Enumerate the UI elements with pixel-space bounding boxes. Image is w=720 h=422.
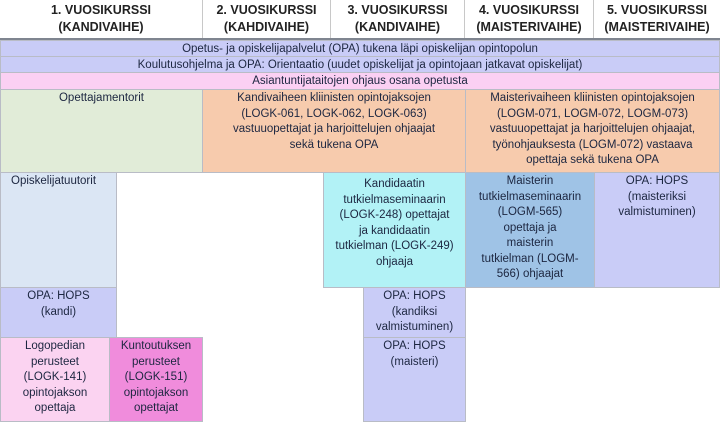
header-year-4-title: 4. VUOSIKURSSI [478, 3, 580, 17]
header-year-2 [203, 0, 331, 38]
logk141-line: perusteet [31, 355, 79, 368]
cell-teacher-mentors [0, 89, 203, 173]
kandi-clinical-line: (LOGK-061, LOGK-062, LOGK-063) [241, 107, 427, 120]
maisteri-thesis-line: Maisterin [506, 175, 554, 187]
logk151-line: (LOGK-151) [124, 371, 188, 383]
hops-kandiksi-line: OPA: HOPS [383, 290, 446, 302]
logk141-line: (LOGK-141) [23, 371, 87, 383]
hops-kandiksi-line: valmistuminen) [375, 321, 454, 333]
header-year-2-phase: (KAHDIVAIHE) [223, 20, 310, 34]
cell-hops-kandiksi [363, 287, 466, 338]
hops-kandi-line: OPA: HOPS [27, 290, 90, 302]
header-year-2-title: 2. VUOSIKURSSI [216, 3, 317, 17]
maisteri-thesis-line: (LOGM-565) [497, 206, 563, 218]
kandi-clinical-line: vastuuopettajat ja harjoittelujen ohjaajat [232, 123, 436, 135]
kandi-thesis-line: ohjaaja [375, 255, 414, 268]
maisteri-clinical-line: Maisterivaiheen kliinisten opintojaksojen [490, 92, 695, 104]
header-year-1 [0, 0, 203, 38]
hops-maisteri-line: OPA: HOPS [383, 340, 446, 352]
hops-maisteriksi-line: OPA: HOPS [625, 175, 689, 187]
cell-maisteri-thesis [465, 172, 595, 288]
maisteri-thesis-line: tutkielmaseminaarin [478, 190, 582, 203]
cell-hops-kandi [0, 287, 117, 338]
cell-maisteri-clinical [465, 89, 720, 173]
maisteri-thesis-line: 566) ohjaajat [496, 268, 564, 280]
cell-student-tutors [0, 172, 117, 288]
kandi-clinical-line: sekä tukena OPA [289, 138, 379, 151]
logk141-line: opettaja [34, 402, 76, 414]
hops-maisteriksi-line: (maisteriksi [627, 190, 687, 203]
logk141-line: Logopedian [24, 340, 86, 352]
maisteri-thesis-line: maisterin [506, 237, 554, 249]
cell-kandi-thesis [323, 172, 466, 288]
band-expert-skills: Asiantuntijataitojen ohjaus osana opetusta [0, 72, 720, 90]
logk151-line: perusteet [132, 355, 180, 368]
header-year-3-title: 3. VUOSIKURSSI [347, 3, 448, 17]
cell-hops-maisteri [363, 337, 466, 422]
band-orientation: Koulutusohjelma ja OPA: Orientaatio (uudet opiskelijat ja opintojaan jatkavat opiskelijat) [0, 56, 720, 73]
header-year-1-phase: (KANDIVAIHE) [58, 20, 144, 34]
header-year-5-phase: (MAISTERIVAIHE) [604, 20, 710, 34]
header-year-3-phase: (KANDIVAIHE) [354, 20, 441, 34]
maisteri-clinical-line: vastuuopettajat ja harjoittelujen ohjaajat, [489, 123, 696, 135]
student-tutors-label: Opiskelijatuutorit [11, 175, 97, 187]
teacher-mentors-label: Opettajamentorit [58, 92, 144, 104]
logk141-line: opintojakson [22, 386, 88, 399]
cell-hops-maisteriksi [594, 172, 720, 288]
logk151-line: Kuntoutuksen [120, 340, 192, 352]
hops-maisteri-line: (maisteri) [390, 355, 439, 368]
logk151-line: opintojakson [123, 386, 189, 399]
band-opa-support: Opetus- ja opiskelijapalvelut (OPA) tukena läpi opiskelijan opintopolun [0, 40, 720, 57]
hops-kandiksi-line: (kandiksi [391, 305, 438, 318]
cell-logk141 [0, 337, 110, 422]
header-year-1-title: 1. VUOSIKURSSI [50, 3, 152, 17]
kandi-thesis-line: tutkielman (LOGK-249) [335, 240, 454, 252]
maisteri-clinical-line: (LOGM-071, LOGM-072, LOGM-073) [496, 107, 689, 120]
hops-maisteriksi-line: valmistuminen) [618, 206, 696, 218]
maisteri-thesis-line: opettaja ja [503, 221, 557, 234]
logk151-line: opettajat [133, 402, 179, 414]
header-year-5-title: 5. VUOSIKURSSI [606, 3, 708, 17]
cell-kandi-clinical [202, 89, 466, 173]
header-year-5 [594, 0, 720, 38]
kandi-thesis-line: ja kandidaatin [359, 224, 430, 237]
maisteri-clinical-line: opettaja sekä tukena OPA [526, 154, 659, 166]
header-year-4 [465, 0, 594, 38]
cell-logk151 [109, 337, 203, 422]
header-year-3 [331, 0, 465, 38]
maisteri-clinical-line: työnohjauksesta (LOGM-072) vastaava [492, 138, 693, 151]
kandi-thesis-line: tutkielmaseminaarin [343, 193, 446, 206]
maisteri-thesis-line: tutkielman (LOGM- [481, 252, 579, 265]
kandi-clinical-line: Kandivaiheen kliinisten opintojaksojen [237, 92, 431, 104]
header-year-4-phase: (MAISTERIVAIHE) [476, 20, 582, 34]
kandi-thesis-line: Kandidaatin [364, 178, 425, 190]
kandi-thesis-line: (LOGK-248) opettajat [339, 209, 450, 221]
hops-kandi-line: (kandi) [40, 305, 77, 318]
